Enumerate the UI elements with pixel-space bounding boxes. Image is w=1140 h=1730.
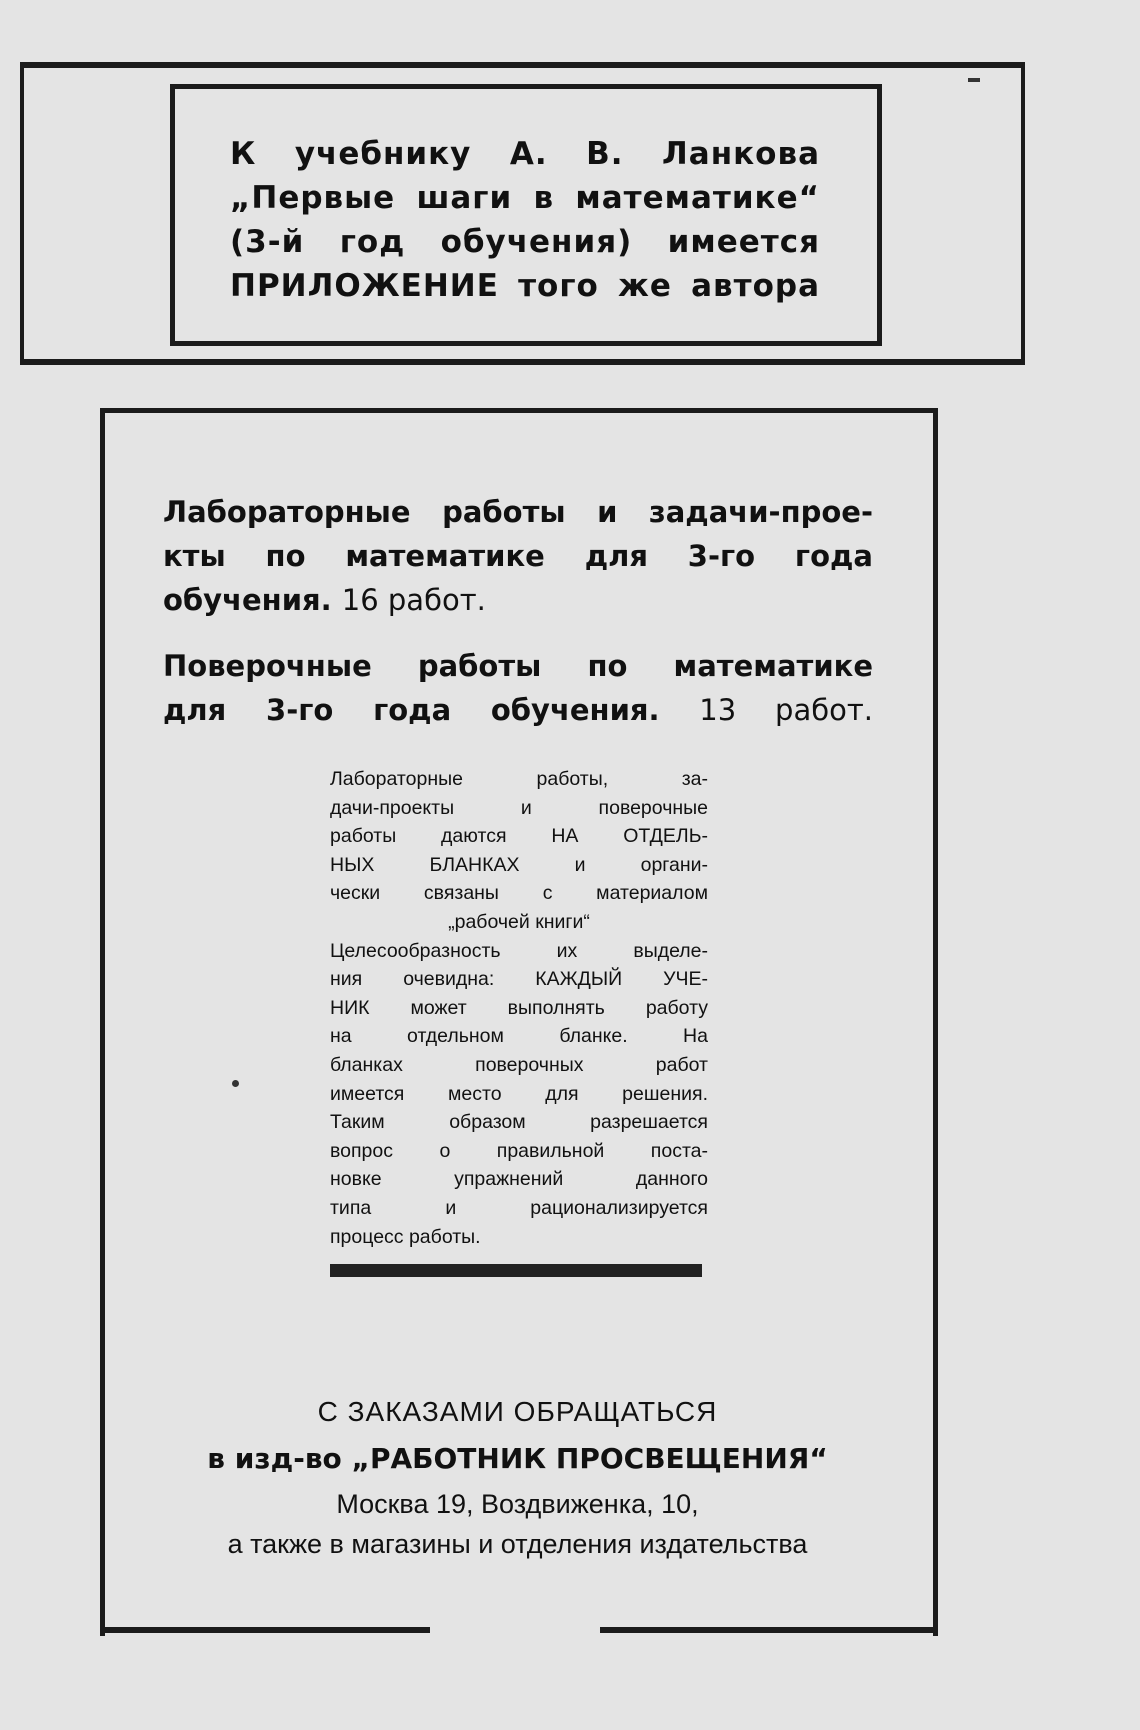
description-line: на отдельном бланке. На <box>330 1025 708 1048</box>
item-last-line <box>163 578 873 622</box>
description-line: имеется место для решения. <box>330 1082 708 1105</box>
print-mark <box>968 78 980 82</box>
description-line: дачи-проекты и поверочные <box>330 796 708 819</box>
description-line: Целесообразность их выделе- <box>330 939 708 962</box>
description-line: чески связаны с материалом <box>330 882 708 905</box>
description-line: процесс работы. <box>330 1225 481 1248</box>
description-line: НЫХ БЛАНКАХ и органи- <box>330 853 708 876</box>
publisher-address: Москва 19, Воздвиженка, 10, <box>336 1489 699 1519</box>
description-line: Таким образом разрешается <box>330 1111 708 1134</box>
product-item-test-works <box>163 644 873 732</box>
item-count: 13 работ. <box>699 693 873 727</box>
description-line: бланках поверочных работ <box>330 1053 708 1076</box>
item-line: Лабораторные работы и задачи-прое- <box>163 495 873 529</box>
item-line: Поверочные работы по математике <box>163 649 873 683</box>
description-line: „рабочей книги“ <box>448 910 590 933</box>
item-last-line <box>163 688 873 732</box>
main-frame-bottom-right <box>600 1627 938 1633</box>
top-notice <box>230 132 820 308</box>
top-notice-line: ПРИЛОЖЕНИЕ того же автора <box>230 268 820 304</box>
order-info <box>150 1390 885 1564</box>
description-line: ния очевидна: КАЖДЫЙ УЧЕ- <box>330 968 708 991</box>
divider-rule <box>330 1264 702 1277</box>
print-speck <box>232 1080 239 1087</box>
main-frame-bottom-left <box>100 1627 430 1633</box>
publisher-name: в изд-во „РАБОТНИК ПРОСВЕЩЕНИЯ“ <box>207 1442 828 1475</box>
item-title-end: для 3-го года обучения. <box>163 693 660 727</box>
item-count: 16 работ. <box>341 583 486 617</box>
order-heading: С ЗАКАЗАМИ ОБРАЩАТЬСЯ <box>317 1396 718 1427</box>
description-line: НИК может выполнять работу <box>330 996 708 1019</box>
item-line: кты по математике для 3-го года <box>163 539 873 573</box>
description-line: Лабораторные работы, за- <box>330 768 708 790</box>
order-locations: а также в магазины и отделения издательства <box>227 1529 808 1559</box>
product-item-lab-works <box>163 490 873 622</box>
top-notice-line: К учебнику А. В. Ланкова <box>230 136 820 172</box>
description-line: типа и рационализируется <box>330 1196 708 1219</box>
top-notice-line: „Первые шаги в математике“ <box>230 180 820 216</box>
description-line: работы даются НА ОТДЕЛЬ- <box>330 825 708 848</box>
description <box>330 765 708 1251</box>
description-line: вопрос о правильной поста- <box>330 1139 708 1162</box>
item-title-end: обучения. <box>163 583 332 617</box>
description-line: новке упражнений данного <box>330 1168 708 1191</box>
top-notice-line: (3-й год обучения) имеется <box>230 224 820 260</box>
